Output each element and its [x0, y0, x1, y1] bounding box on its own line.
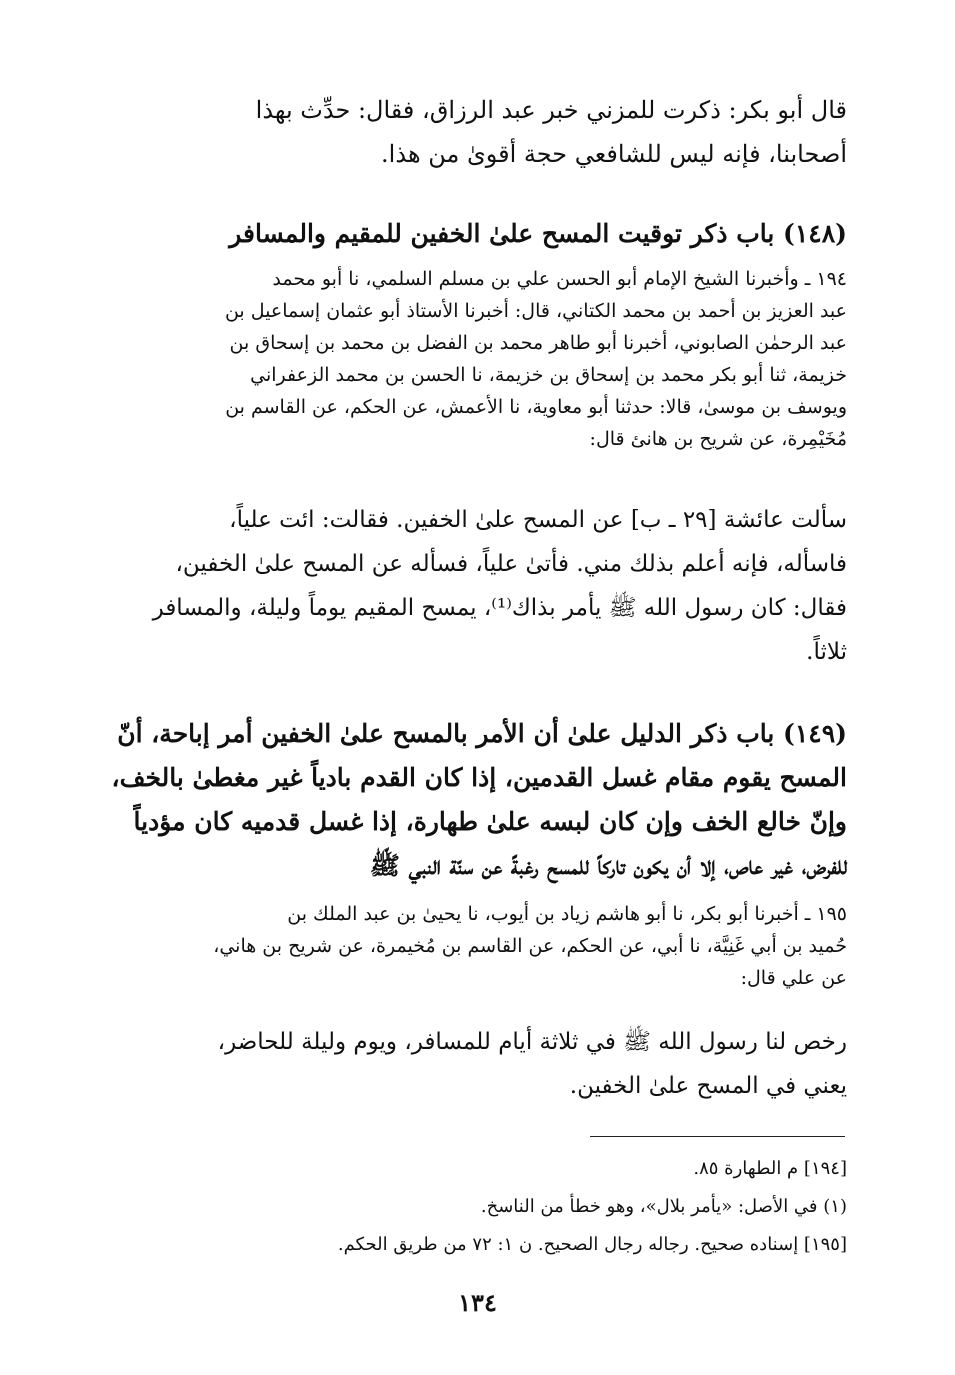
- isnad-line: خزيمة، ثنا أبو بكر محمد بن إسحاق بن خزيمة، نا الحسن بن محمد الزعفراني: [250, 364, 847, 386]
- heading-line: (١٤٩) باب ذكر الدليل علىٰ أن الأمر بالمسح علىٰ الخفين أمر إباحة، أنّ: [117, 719, 847, 748]
- hadith-text-194: [100, 498, 847, 674]
- isnad-line: حُميد بن أبي غَنِيَّة، نا أبي، عن الحكم، عن القاسم بن مُخيمرة، عن شريح بن هاني،: [213, 935, 847, 957]
- hadith-text-195: [100, 1020, 847, 1108]
- isnad-line: ويوسف بن موسىٰ، قالا: حدثنا أبو معاوية، نا الأعمش، عن الحكم، عن القاسم بن: [225, 396, 847, 418]
- hadith-line: فقال: كان رسول الله ﷺ يأمر بذاك⁽¹⁾، يمسح المقيم يوماً وليلة، والمسافر: [152, 595, 847, 621]
- page-number: ١٣٤: [458, 1288, 497, 1317]
- heading-line: للفرض، غير عاص، إلا أن يكون تاركاً للمسح رغبةً عن سنّة النبي ﷺ: [369, 851, 847, 880]
- chapter-heading-148: [100, 213, 847, 255]
- isnad-195: [100, 898, 847, 994]
- text-line: أصحابنا، فإنه ليس للشافعي حجة أقوىٰ من هذا.: [381, 140, 847, 168]
- footnote-divider: [590, 1136, 845, 1137]
- footnotes: [100, 1150, 847, 1264]
- hadith-line: ثلاثاً.: [806, 639, 847, 665]
- isnad-line: ١٩٥ ـ أخبرنا أبو بكر، نا أبو هاشم زياد بن أيوب، نا يحيىٰ بن عبد الملك بن: [287, 903, 847, 925]
- text-line: قال أبو بكر: ذكرت للمزني خبر عبد الرزاق، فقال: حدِّث بهذا: [255, 96, 847, 124]
- isnad-line: عبد العزيز بن أحمد بن محمد الكتاني، قال: أخبرنا الأستاذ أبو عثمان إسماعيل بن: [224, 300, 847, 322]
- isnad-194: [100, 263, 847, 455]
- isnad-line: ١٩٤ ـ وأخبرنا الشيخ الإمام أبو الحسن علي بن مسلم السلمي، نا أبو محمد: [272, 268, 847, 290]
- hadith-line: فاسأله، فإنه أعلم بذلك مني. فأتىٰ علياً، فسأله عن المسح علىٰ الخفين،: [175, 551, 847, 577]
- chapter-heading-149: [100, 712, 847, 888]
- isnad-line: مُخَيْمِرة، عن شريح بن هانئ قال:: [589, 428, 847, 450]
- heading-line: وإنّ خالع الخف وإن كان لبسه علىٰ طهارة، إذا غسل قدميه كان مؤدياً: [133, 807, 847, 836]
- footnote: [١٩٤] م الطهارة ٨٥.: [693, 1158, 847, 1179]
- intro-paragraph: [100, 88, 847, 176]
- heading-line: (١٤٨) باب ذكر توقيت المسح علىٰ الخفين للمقيم والمسافر: [229, 219, 847, 248]
- isnad-line: عبد الرحمٰن الصابوني، أخبرنا أبو طاهر محمد بن الفضل بن محمد بن إسحاق بن: [229, 332, 847, 354]
- footnote: [١٩٥] إسناده صحيح. رجاله رجال الصحيح. ن ١: ٧٢ من طريق الحكم.: [337, 1234, 847, 1255]
- hadith-line: سألت عائشة [٢٩ ـ ب] عن المسح علىٰ الخفين. فقالت: ائت علياً،: [229, 507, 847, 533]
- hadith-line: يعني في المسح علىٰ الخفين.: [569, 1073, 847, 1099]
- isnad-line: عن علي قال:: [740, 967, 847, 989]
- hadith-line: رخص لنا رسول الله ﷺ في ثلاثة أيام للمسافر، ويوم وليلة للحاضر،: [217, 1029, 847, 1055]
- heading-line: المسح يقوم مقام غسل القدمين، إذا كان القدم بادياً غير مغطىٰ بالخف،: [111, 763, 847, 792]
- footnote: (١) في الأصل: «يأمر بلال»، وهو خطأ من الناسخ.: [480, 1196, 847, 1217]
